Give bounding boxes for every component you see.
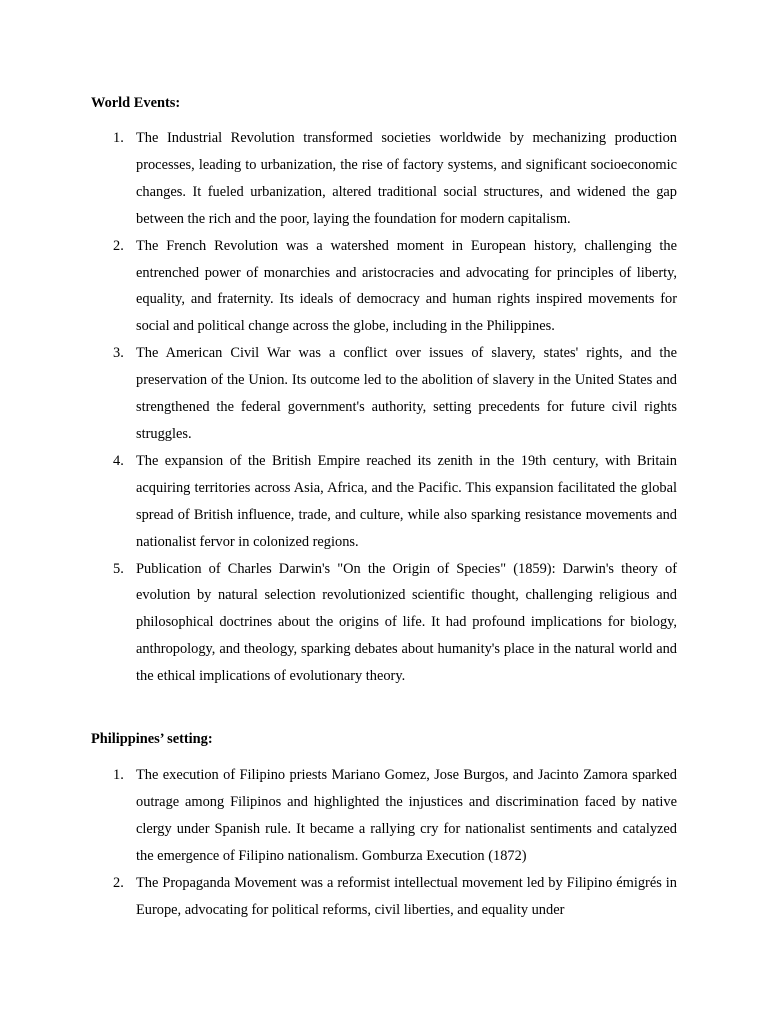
list-item <box>0 448 677 556</box>
list-item-text: The Propaganda Movement was a reformist intellectual movement led by Filipino émigrés in Europe, advocating for political reforms, civil liberties, and equality under <box>136 874 677 918</box>
list-item-number: 5. <box>113 560 124 577</box>
list-item-number: 2. <box>113 874 124 891</box>
list-item-text: The American Civil War was a conflict over issues of slavery, states' rights, and the preservation of the Union. Its outcome led to the abolition of slavery in the United States and strengthened the federal government's authority, setting precedents for future civil rights struggles. <box>136 345 677 442</box>
list-item-number: 1. <box>113 767 124 783</box>
list-item <box>0 762 677 870</box>
list-item <box>0 125 677 233</box>
list-item-text: The French Revolution was a watershed moment in European history, challenging the entrenched power of monarchies and aristocracies and advocating for principles of liberty, equality, and fraternity. Its ideals of democracy and human rights inspired movements for social and political change across the globe, including in the Philippines. <box>136 237 677 335</box>
list-item-number: 2. <box>113 237 124 254</box>
list-item <box>0 233 677 341</box>
list-item <box>0 340 677 448</box>
list-item-text: The execution of Filipino priests Mariano Gomez, Jose Burgos, and Jacinto Zamora sparked outrage among Filipinos and highlighted the injustices and discrimination faced by native clergy under Spanish rule. It became a rallying cry for nationalist sentiments and catalyzed the emergence of Filipino nationalism. Gomburza Execution (1872) <box>136 767 677 864</box>
list-item <box>0 870 677 924</box>
list-item-text: The expansion of the British Empire reached its zenith in the 19th century, with Britain acquiring territories across Asia, Africa, and the Pacific. This expansion facilitated the global spread of British influence, trade, and culture, while also sparking resistance movements and nationalist fervor in colonized regions. <box>136 452 677 550</box>
list-item-number: 3. <box>113 345 124 362</box>
list-item-text: The Industrial Revolution transformed societies worldwide by mechanizing production processes, leading to urbanization, the rise of factory systems, and significant socioeconomic changes. It fueled urbanization, altered traditional social structures, and widened the gap between the rich and the poor, laying the foundation for modern capitalism. <box>136 130 677 227</box>
list-item <box>0 556 677 691</box>
list-item-number: 4. <box>113 452 124 469</box>
world-events-heading: World Events: <box>91 95 181 111</box>
list-item-number: 1. <box>113 130 124 146</box>
philippines-setting-list <box>0 762 768 923</box>
philippines-setting-heading: Philippines’ setting: <box>91 731 213 747</box>
list-item-text: Publication of Charles Darwin's "On the Origin of Species" (1859): Darwin's theory of evolution by natural selection revolutionized scientific thought, challenging religious and philosophical doctrines about the origins of life. It had profound implications for biology, anthropology, and theology, sparking debates about humanity's place in the natural world and the ethical implications of evolutionary theory. <box>136 560 677 685</box>
world-events-list <box>0 125 768 690</box>
